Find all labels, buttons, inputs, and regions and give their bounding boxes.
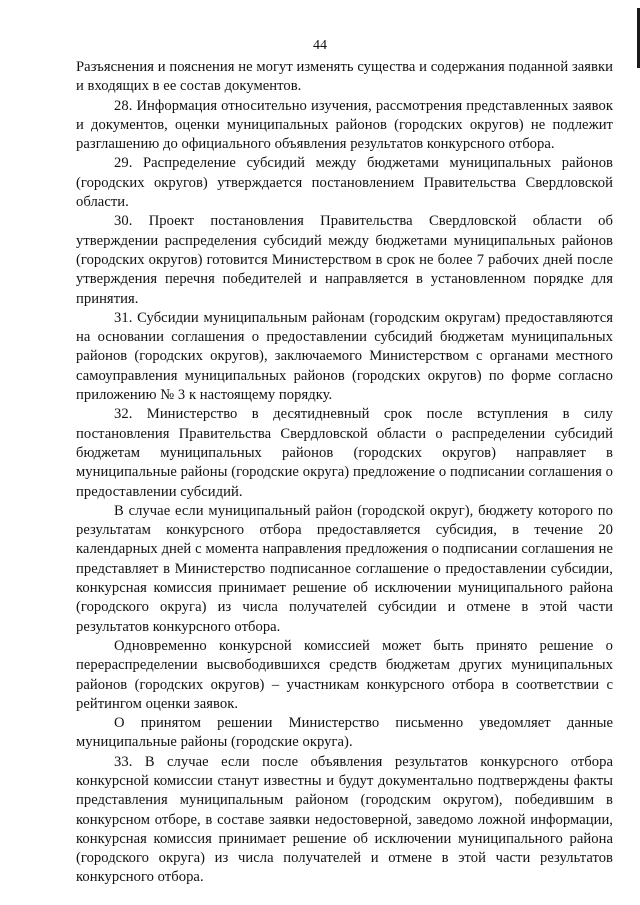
paragraph-30: 30. Проект постановления Правительства Свердловской области об утверждении распределения субсидий между бюджетами муниципальных районов (городских округов) готовится Министерством в срок не более 7 рабочих дней после утверждения перечня победителей и направляется в установленном порядке для принятия. [76,213,613,307]
paragraph-31: 31. Субсидии муниципальным районам (городским округам) предоставляются на основании соглашения о предоставлении субсидий бюджетам муниципальных районов (городских округов), заключаемого Министерством с органами местного самоуправления муниципальных районов (городских округов) по форме согласно приложению № 3 к настоящему порядку. [76,309,613,404]
paragraph-32-notice: О принятом решении Министерство письменно уведомляет данные муниципальные районы (городские округа). [76,715,613,751]
paragraph-32-case: В случае если муниципальный район (городской округ), бюджету которого по результатам конкурсного отбора предоставляется субсидия, в течение 20 календарных дней с момента направления предложения о подписании соглашения не представляет в Министерство подписанное соглашение о предоставлении субсидии, конкурсная комиссия принимает решение об исключении муниципального района (городского округа) из числа получателей субсидии и отмене в этой части результатов конкурсного отбора. [76,502,613,635]
body-text [76,58,613,888]
paragraph-32: 32. Министерство в десятидневный срок после вступления в силу постановления Правительства Свердловской области о распределении субсидий бюджетам муниципальных районов (городских округов) направляет в муниципальные районы (городские округа) предложение о подписании соглашения о предоставлении субсидий. [76,406,613,500]
paragraph-28: 28. Информация относительно изучения, рассмотрения представленных заявок и документов, оценки муниципальных районов (городских округов) не подлежит разглашению до официального объявления результатов конкурсного отбора. [76,97,613,153]
paragraph-33: 33. В случае если после объявления результатов конкурсного отбора конкурсной комиссии станут известны и будут документально подтверждены факты представления муниципальным районом (городским округом), победившим в конкурсном отборе, в составе заявки недостоверной, заведомо ложной информации, конкурсная комиссия принимает решение об исключении муниципального района (городского округа) из числа получателей и отмене в этой части результатов конкурсного отбора. [76,753,613,886]
paragraph-29: 29. Распределение субсидий между бюджетами муниципальных районов (городских округов) утверждается постановлением Правительства Свердловской области. [76,155,613,211]
page-number: 44 [313,38,327,53]
paragraph-continuation: Разъяснения и пояснения не могут изменять существа и содержания поданной заявки и входящих в ее состав документов. [76,59,613,95]
paragraph-32-reallocation: Одновременно конкурсной комиссией может быть принято решение о перераспределении высвободившихся средств бюджетам других муниципальных районов (городских округов) – участникам конкурсного отбора в соответствии с рейтингом оценки заявок. [76,637,613,712]
